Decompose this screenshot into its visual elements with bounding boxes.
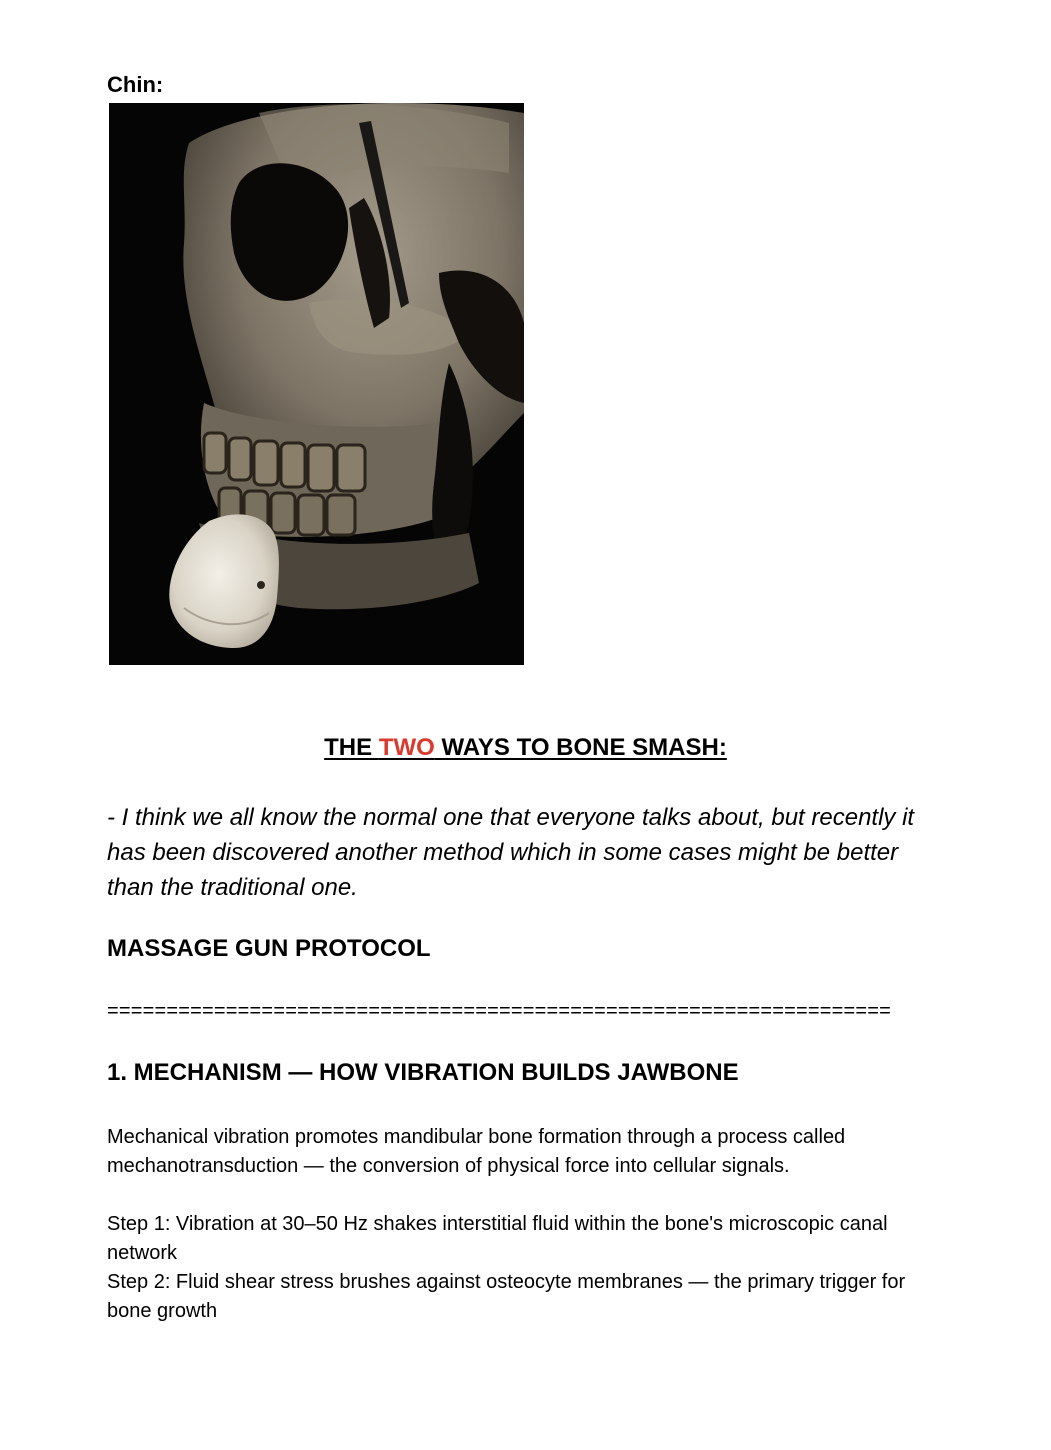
steps-list (107, 1210, 947, 1326)
divider-line: ================================================================== (107, 1000, 892, 1022)
main-heading (0, 734, 1051, 762)
heading-prefix: THE (324, 734, 379, 761)
section-label: Chin: (107, 72, 164, 97)
mechanism-title: 1. MECHANISM — HOW VIBRATION BUILDS JAWBONE (107, 1059, 739, 1086)
intro-paragraph: - I think we all know the normal one that everyone talks about, but recently it has been discovered another method which in some cases might be better than the traditional one. (107, 804, 915, 901)
heading-suffix: WAYS TO BONE SMASH: (434, 734, 727, 761)
step-item: Step 1: Vibration at 30–50 Hz shakes interstitial fluid within the bone's microscopic canal network (107, 1213, 888, 1264)
heading-accent-word: TWO (378, 734, 435, 761)
mechanism-paragraph: Mechanical vibration promotes mandibular bone formation through a process called mechanotransduction — the conversion of physical force into cellular signals. (107, 1126, 846, 1177)
step-item: Step 2: Fluid shear stress brushes against osteocyte membranes — the primary trigger for bone growth (107, 1271, 906, 1322)
skull-illustration (109, 103, 524, 665)
protocol-title: MASSAGE GUN PROTOCOL (107, 935, 431, 962)
skull-photo (109, 103, 524, 665)
